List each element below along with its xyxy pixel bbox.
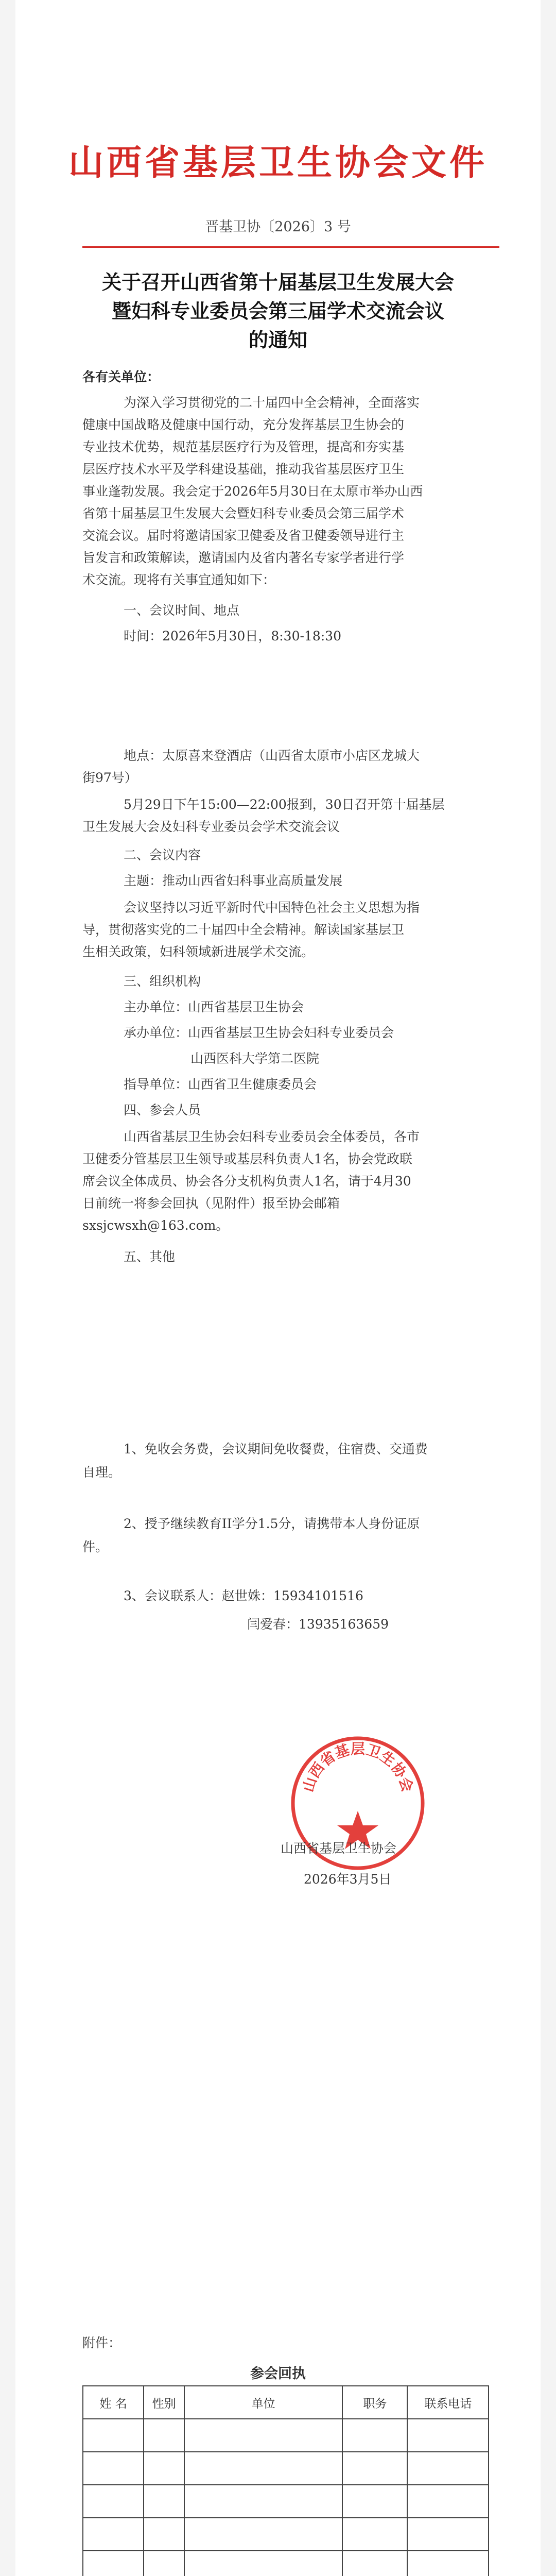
attendees-line: 卫健委分管基层卫生领导或基层科负责人1名，协会党政联 — [82, 1151, 412, 1166]
guide-unit: 指导单位：山西省卫生健康委员会 — [124, 1077, 317, 1092]
attachment-title: 参会回执 — [250, 2366, 306, 2382]
table-cell[interactable] — [184, 2452, 342, 2485]
meeting-description — [82, 896, 484, 963]
document-page — [15, 0, 541, 2576]
intro-line: 省第十届基层卫生发展大会暨妇科专业委员会第三届学术 — [82, 506, 405, 521]
contact-phone-1: 15934101516 — [273, 1588, 363, 1603]
email-address: sxsjcwsxh@163.com。 — [82, 1218, 229, 1233]
place-line: 地点：太原喜来登酒店（山西省太原市小店区龙城大 — [124, 748, 420, 763]
title-line: 关于召开山西省第十届基层卫生发展大会 — [101, 270, 454, 294]
table-cell[interactable] — [184, 2419, 342, 2452]
column-header: 姓 名 — [83, 2386, 144, 2419]
column-header: 职务 — [342, 2386, 407, 2419]
table-cell[interactable] — [144, 2485, 184, 2518]
table-cell[interactable] — [144, 2551, 184, 2576]
table-cell[interactable] — [342, 2551, 407, 2576]
intro-line: 层医疗技术水平及学科建设基础，推动我省基层医疗卫生 — [82, 462, 405, 477]
intro-line: 旨发言和政策解读，邀请国内及省内著名专家学者进行学 — [82, 550, 405, 565]
intro-line: 事业蓬勃发展。我会定于2026年5月30日在太原市举办山西 — [82, 484, 423, 499]
meeting-theme: 主题：推动山西省妇科事业高质量发展 — [124, 873, 343, 888]
column-header: 单位 — [184, 2386, 342, 2419]
column-header: 性别 — [144, 2386, 184, 2419]
meeting-place — [82, 744, 494, 789]
schedule-line: 卫生发展大会及妇科专业委员会学术交流会议 — [82, 819, 340, 834]
svg-text:山西省基层卫生协会 — [300, 1740, 416, 1794]
section-heading-5: 五、其他 — [124, 1249, 176, 1264]
title-line: 的通知 — [248, 328, 307, 351]
column-header: 联系电话 — [407, 2386, 489, 2419]
section-heading-1: 一、会议时间、地点 — [124, 603, 240, 618]
intro-line: 交流会议。届时将邀请国家卫健委及省卫健委领导进行主 — [82, 528, 405, 543]
contact-label: 3、会议联系人：赵世姝： — [124, 1588, 273, 1603]
attendees-line: 席会议全体成员、协会各分支机构负责人1名，请于4月30 — [82, 1174, 411, 1189]
table-cell[interactable] — [83, 2452, 144, 2485]
table-cell[interactable] — [407, 2485, 489, 2518]
title-line: 暨妇科专业委员会第三届学术交流会议 — [111, 299, 444, 323]
table-cell[interactable] — [342, 2452, 407, 2485]
table-cell[interactable] — [342, 2518, 407, 2551]
table-cell[interactable] — [144, 2518, 184, 2551]
table-row — [83, 2551, 489, 2576]
attachment-label: 附件： — [82, 2335, 121, 2350]
contact-phone-2: 13935163659 — [299, 1617, 389, 1632]
meeting-time: 时间：2026年5月30日，8:30-18:30 — [124, 629, 341, 643]
table-cell[interactable] — [83, 2551, 144, 2576]
intro-line: 术交流。现将有关事宜通知如下： — [82, 572, 276, 587]
contact-name-2: 闫爱春： — [247, 1617, 299, 1632]
desc-line: 会议坚持以习近平新时代中国特色社会主义思想为指 — [124, 900, 420, 915]
receipt-table — [82, 2385, 489, 2576]
intro-line: 为深入学习贯彻党的二十届四中全会精神，全面落实 — [124, 395, 420, 410]
note-3-contact-2 — [247, 1613, 389, 1636]
meeting-schedule — [82, 793, 494, 838]
notice-title — [93, 268, 463, 354]
table-cell[interactable] — [342, 2419, 407, 2452]
table-cell[interactable] — [342, 2485, 407, 2518]
signature-org: 山西省基层卫生协会 — [281, 1841, 397, 1856]
organizer-unit: 承办单位：山西省基层卫生协会妇科专业委员会 — [124, 1025, 394, 1040]
host-unit: 主办单位：山西省基层卫生协会 — [124, 999, 304, 1014]
intro-line: 健康中国战略及健康中国行动，充分发挥基层卫生协会的 — [82, 417, 405, 432]
schedule-line: 5月29日下午15:00—22:00报到，30日召开第十届基层 — [124, 797, 445, 812]
note-line: 件。 — [82, 1539, 109, 1554]
table-cell[interactable] — [184, 2551, 342, 2576]
table-cell[interactable] — [144, 2419, 184, 2452]
seal-text: 山西省基层卫生协会 — [299, 1740, 416, 1794]
org-title: 山西省基层卫生协会文件 — [68, 142, 488, 183]
table-cell[interactable] — [83, 2419, 144, 2452]
place-line: 街97号） — [82, 770, 137, 785]
table-header-row — [83, 2386, 489, 2419]
table-cell[interactable] — [407, 2452, 489, 2485]
section-heading-4: 四、参会人员 — [124, 1103, 201, 1117]
note-3-contact — [124, 1584, 363, 1607]
document-number: 晋基卫协〔2026〕3 号 — [205, 219, 351, 235]
table-cell[interactable] — [407, 2551, 489, 2576]
note-2 — [82, 1512, 505, 1558]
signature-date: 2026年3月5日 — [304, 1872, 392, 1887]
table-row — [83, 2419, 489, 2452]
attendees-line: 山西省基层卫生协会妇科专业委员会全体委员，各市 — [124, 1129, 420, 1144]
organizer-unit-2: 山西医科大学第二医院 — [190, 1051, 320, 1066]
salutation: 各有关单位： — [82, 369, 160, 384]
table-cell[interactable] — [83, 2485, 144, 2518]
section-heading-3: 三、组织机构 — [124, 974, 201, 989]
table-cell[interactable] — [407, 2518, 489, 2551]
table-cell[interactable] — [184, 2518, 342, 2551]
table-row — [83, 2518, 489, 2551]
attendees-line: 日前统一将参会回执（见附件）报至协会邮箱 — [82, 1196, 340, 1211]
desc-line: 生相关政策，妇科领域新进展学术交流。 — [82, 944, 315, 959]
section-heading-2: 二、会议内容 — [124, 848, 201, 862]
note-line: 1、免收会务费，会议期间免收餐费，住宿费、交通费 — [124, 1442, 428, 1456]
table-row — [83, 2485, 489, 2518]
attendees-paragraph — [82, 1126, 484, 1236]
table-cell[interactable] — [407, 2419, 489, 2452]
note-line: 2、授予继续教育II学分1.5分，请携带本人身份证原 — [124, 1516, 420, 1531]
table-cell[interactable] — [83, 2518, 144, 2551]
note-line: 自理。 — [82, 1465, 121, 1480]
intro-paragraph — [82, 392, 484, 591]
red-divider — [82, 246, 499, 248]
table-cell[interactable] — [144, 2452, 184, 2485]
desc-line: 导，贯彻落实党的二十届四中全会精神。解读国家基层卫 — [82, 922, 405, 937]
intro-line: 专业技术优势，规范基层医疗行为及管理，提高和夯实基 — [82, 439, 405, 454]
table-cell[interactable] — [184, 2485, 342, 2518]
table-row — [83, 2452, 489, 2485]
note-1 — [82, 1437, 505, 1484]
